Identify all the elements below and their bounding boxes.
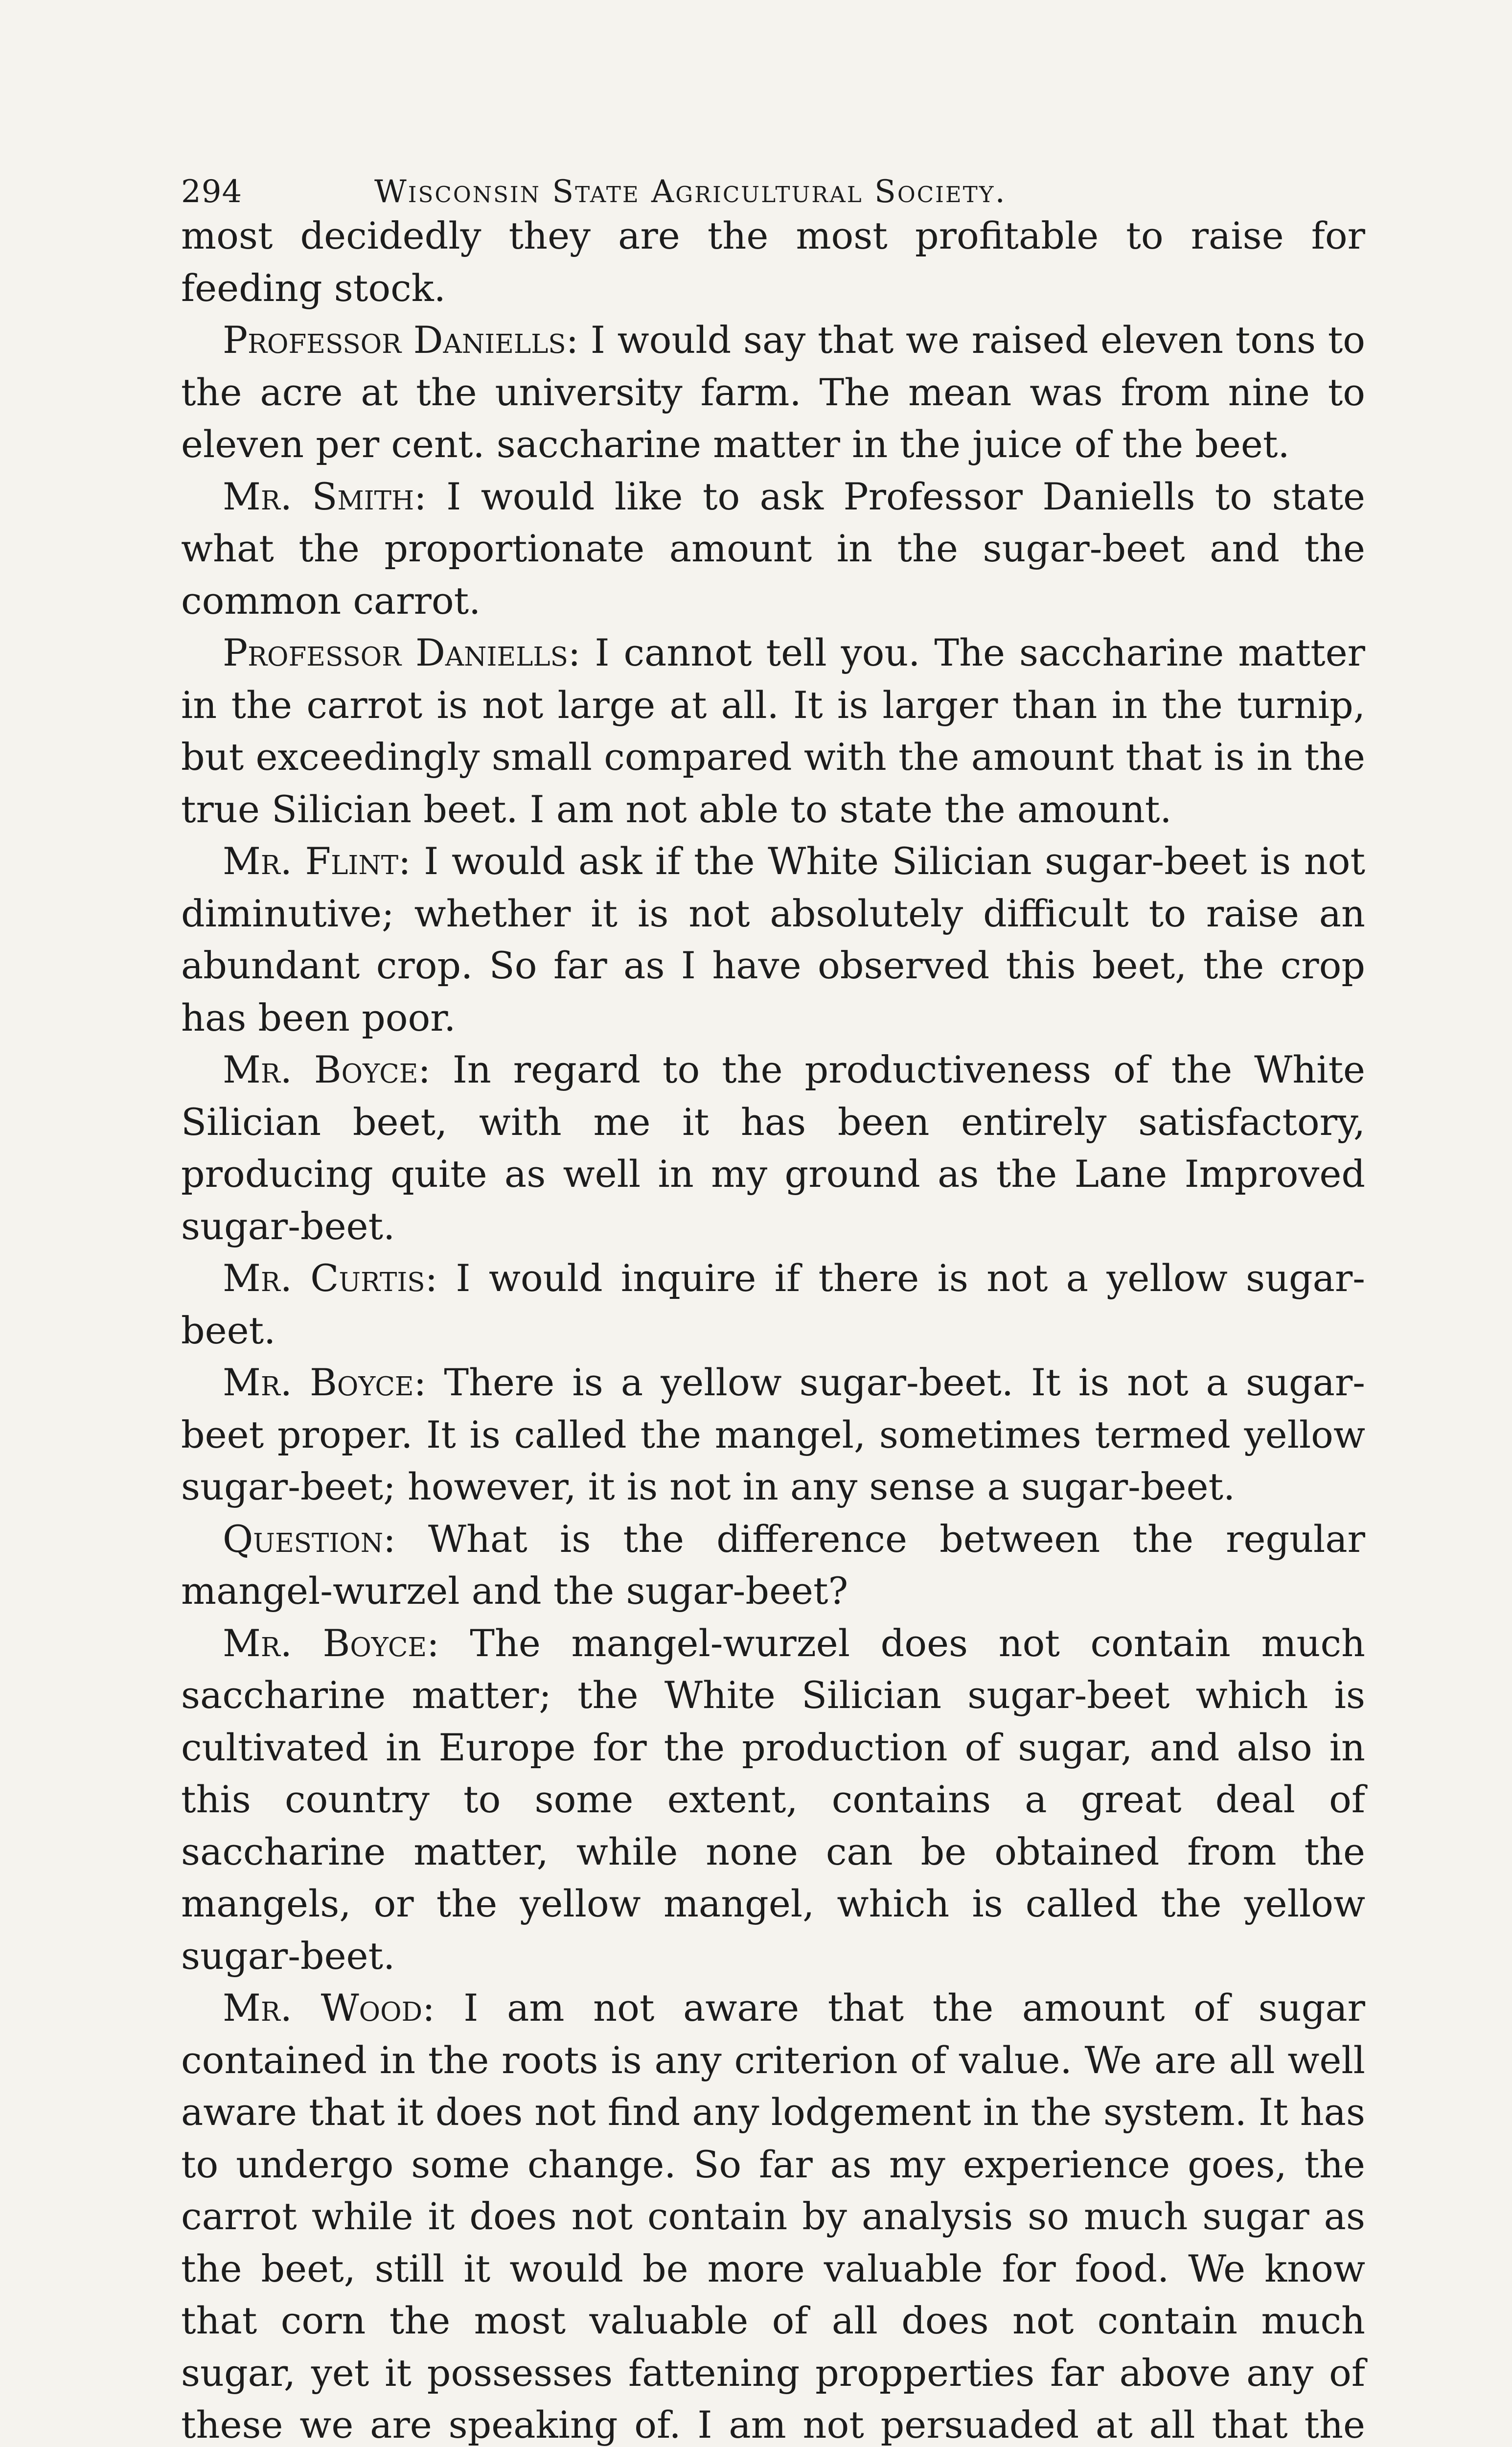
paragraph [181, 1513, 1365, 1617]
paragraph-text: What is the difference between the regular mangel-wurzel and the sugar-beet? [181, 1517, 1365, 1613]
page-number: 294 [181, 174, 243, 210]
paragraph-text: most decidedly they are the most profitable to raise for feeding stock. [181, 214, 1365, 310]
paragraph-text: In regard to the productiveness of the White Silician beet, with me it has been entirely satisfactory, producing quite as well in my ground as the Lane Improved sugar-beet. [181, 1048, 1365, 1248]
speaker-label: Mr. Curtis: [223, 1256, 438, 1300]
paragraph-text: I would ask if the White Silician sugar-beet is not diminutive; whether it is not absolutely difficult to raise an abundant crop. So far as I have observed this beet, the crop has been poor. [181, 839, 1365, 1039]
speaker-label: Mr. Flint: [223, 839, 411, 883]
paragraph-text: I am not aware that the amount of sugar contained in the roots is any criterion of value. We are all well aware that it does not find any lodgement in the system. It has to undergo some change. So far as my experience goes, the carrot while it does not contain by analysis so much sugar as the beet, still it would be more valuable for food. We know that corn the most valuable of all does not contain much sugar, yet it possesses fattening propperties far above any of these we are speaking of. I am not persuaded at all that the [181, 1986, 1365, 2447]
paragraph-text: I would say that we raised eleven tons to the acre at the university farm. The mean was from nine to eleven per cent. saccharine matter in the juice of the beet. [181, 318, 1365, 466]
speaker-label: Mr. Smith: [223, 474, 427, 518]
paragraph [181, 627, 1365, 835]
running-head: Wisconsin State Agricultural Society. [374, 174, 1007, 210]
paragraph-text: I cannot tell you. The saccharine matter in the carrot is not large at all. It is larger than in the turnip, but exceedingly small compared with the amount that is in the true Silician beet. I am not able to state the amount. [181, 631, 1365, 831]
paragraph [181, 1252, 1365, 1357]
speaker-label: Mr. Boyce: [223, 1621, 439, 1665]
speaker-label: Question: [223, 1517, 396, 1561]
paragraph-text: I would like to ask Professor Daniells to state what the proportionate amount in the sugar-beet and the common carrot. [181, 474, 1366, 623]
speaker-label: Mr. Wood: [223, 1986, 435, 2030]
speaker-label: Mr. Boyce: [223, 1361, 427, 1404]
speaker-label: Mr. Boyce: [223, 1048, 431, 1091]
paragraph [181, 1044, 1365, 1252]
paragraph [181, 1617, 1365, 1983]
paragraph-text: I would inquire if there is not a yellow sugar-beet. [181, 1256, 1365, 1352]
page-header [181, 174, 1365, 210]
paragraph-text: There is a yellow sugar-beet. It is not a sugar-beet proper. It is called the mangel, sometimes termed yellow sugar-beet; however, it is not in any sense a sugar-beet. [181, 1361, 1365, 1508]
paragraph [181, 835, 1365, 1044]
paragraph [181, 210, 1365, 314]
paragraph [181, 314, 1365, 471]
speaker-label: Professor Daniells: [223, 631, 581, 674]
paragraph [181, 1982, 1365, 2447]
paragraph [181, 471, 1365, 627]
speaker-label: Professor Daniells: [223, 318, 579, 362]
paragraph-text: The mangel-wurzel does not contain much saccharine matter; the White Silician sugar-beet which is cultivated in Europe for the production of sugar, and also in this country to some extent, contains a great deal of saccharine matter, while none can be obtained from the mangels, or the yellow mangel, which is called the yellow sugar-beet. [181, 1621, 1365, 1978]
body-text [181, 210, 1365, 2447]
paragraph [181, 1357, 1365, 1513]
